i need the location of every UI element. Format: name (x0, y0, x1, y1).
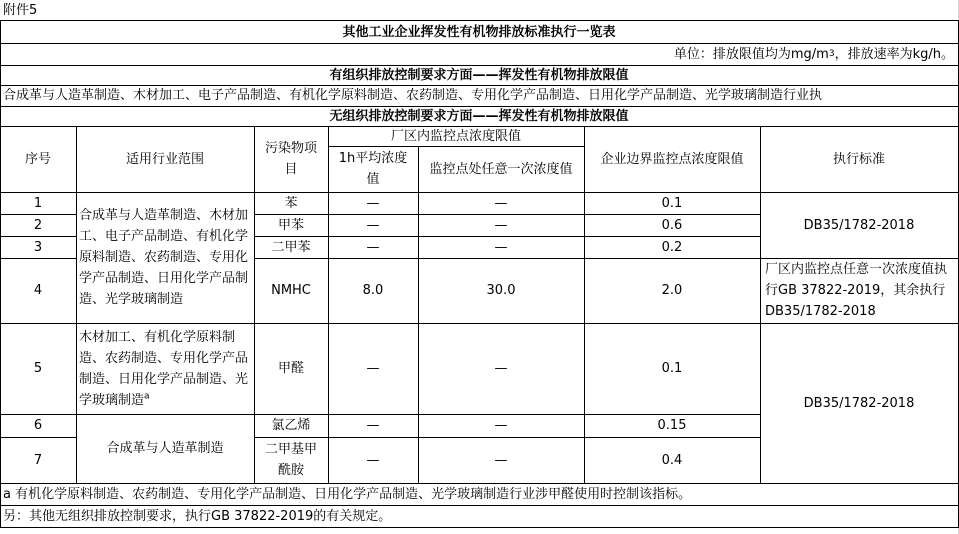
row4-boundary[interactable]: 2.0 (661, 283, 683, 298)
row2-once[interactable]: — (494, 217, 508, 233)
border-line (584, 126, 585, 483)
row6-seq[interactable]: 6 (33, 418, 43, 433)
row4-seq[interactable]: 4 (33, 283, 43, 298)
section-organized-text[interactable]: 合成革与人造革制造、木材加工、电子产品制造、有机化学原料制造、农药制造、专用化学产品制造、日用化学产品制造、光学玻璃制造行业执 (3, 88, 823, 103)
row1-once[interactable]: — (494, 195, 508, 211)
industry-scope-b[interactable]: 木材加工、有机化学原料制造、农药制造、专用化学产品制造、日用化学产品制造、光学玻璃制造$^a$ (79, 329, 249, 408)
row3-boundary[interactable]: 0.2 (661, 239, 683, 255)
table-title[interactable]: 其他工业企业挥发性有机物排放标准执行一览表 (342, 24, 616, 40)
border-line (254, 214, 760, 215)
row7-boundary[interactable]: 0.4 (661, 452, 683, 468)
border-line (254, 236, 760, 237)
header-plant-limits[interactable]: 厂区内监控点浓度限值 (390, 128, 521, 144)
footnote-other[interactable]: 另：其他无组织排放控制要求，执行GB 37822-2019的有关规定。 (3, 508, 392, 524)
row5-boundary[interactable]: 0.1 (661, 361, 683, 376)
border-line (0, 527, 959, 528)
border-line (254, 126, 255, 483)
row6-once[interactable]: — (494, 418, 508, 433)
industry-scope-a[interactable]: 合成革与人造革制造、木材加工、电子产品制造、有机化学原料制造、农药制造、专用化学产品制造、日用化学产品制造、光学玻璃制造 (79, 208, 249, 307)
row5-once[interactable]: — (494, 361, 508, 376)
row6-boundary[interactable]: 0.15 (657, 418, 687, 433)
row1-avg[interactable]: — (366, 195, 380, 211)
border-line (0, 192, 959, 193)
border-line (0, 437, 76, 438)
border-line (0, 126, 959, 127)
border-line (0, 214, 76, 215)
header-industry[interactable]: 适用行业范围 (125, 151, 204, 167)
row5-seq[interactable]: 5 (33, 361, 43, 376)
border-line (0, 505, 959, 506)
border-line (328, 146, 584, 147)
row2-pollutant[interactable]: 甲苯 (277, 217, 304, 233)
border-line (0, 20, 1, 528)
row2-boundary[interactable]: 0.6 (661, 217, 683, 233)
row7-seq[interactable]: 7 (33, 452, 43, 468)
border-line (254, 258, 959, 259)
border-line (0, 483, 959, 484)
border-line (0, 106, 959, 107)
header-boundary[interactable]: 企业边界监控点浓度限值 (600, 151, 744, 167)
border-line (0, 43, 959, 44)
border-line (760, 126, 761, 483)
footnote-a[interactable]: a 有机化学原料制造、农药制造、专用化学产品制造、日用化学产品制造、光学玻璃制造行业涉甲醛使用时控制该指标。 (3, 486, 692, 502)
row7-avg[interactable]: — (366, 452, 380, 468)
border-line (76, 126, 77, 483)
row2-seq[interactable]: 2 (33, 217, 43, 233)
row7-pollutant[interactable]: 二甲基甲酰胺 (264, 442, 317, 478)
row4-avg[interactable]: 8.0 (362, 283, 384, 298)
attachment-label[interactable]: 附件5 (3, 2, 38, 18)
industry-scope-c[interactable]: 合成革与人造革制造 (106, 441, 224, 456)
border-line (328, 126, 329, 483)
row5-avg[interactable]: — (366, 361, 380, 376)
row1-seq[interactable]: 1 (33, 195, 43, 211)
row4-once[interactable]: 30.0 (486, 283, 516, 298)
standard-a[interactable]: DB35/1782-2018 (803, 217, 915, 233)
border-line (0, 258, 76, 259)
row4-pollutant[interactable]: NMHC (271, 283, 311, 298)
row7-once[interactable]: — (494, 452, 508, 468)
row3-avg[interactable]: — (366, 239, 380, 255)
header-pollutant[interactable]: 污染物项目 (264, 141, 317, 177)
row3-seq[interactable]: 3 (33, 239, 43, 255)
row3-pollutant[interactable]: 二甲苯 (271, 239, 311, 255)
border-line (0, 236, 76, 237)
unit-note[interactable]: 单位：排放限值均为mg/m 3 ，排放速率为kg/h。 (673, 46, 954, 62)
header-standard[interactable]: 执行标准 (832, 151, 885, 167)
border-line (418, 146, 419, 483)
row5-pollutant[interactable]: 甲醛 (277, 361, 304, 376)
row6-pollutant[interactable]: 氯乙烯 (271, 418, 311, 433)
row6-avg[interactable]: — (366, 418, 380, 433)
border-line (0, 65, 959, 66)
row2-avg[interactable]: — (366, 217, 380, 233)
section-unorganized[interactable]: 无组织排放控制要求方面——挥发性有机物排放限值 (329, 108, 629, 124)
row4-standard[interactable]: 厂区内监控点任意一次浓度值执行GB 37822-2019，其余执行DB35/1782-2018 (765, 262, 948, 319)
row3-once[interactable]: — (494, 239, 508, 255)
row1-pollutant[interactable]: 苯 (284, 195, 298, 211)
row1-boundary[interactable]: 0.1 (661, 195, 683, 211)
border-line (0, 414, 760, 415)
standard-b[interactable]: DB35/1782-2018 (803, 395, 915, 411)
header-seq[interactable]: 序号 (24, 151, 51, 167)
border-line (0, 20, 959, 21)
section-organized[interactable]: 有组织排放控制要求方面——挥发性有机物排放限值 (329, 67, 629, 83)
header-any-once[interactable]: 监控点处任意一次浓度值 (429, 161, 573, 177)
border-line (0, 85, 959, 86)
header-avg-1h[interactable]: 1h平均浓度值 (338, 151, 408, 187)
border-line (254, 437, 760, 438)
border-line (0, 323, 959, 324)
